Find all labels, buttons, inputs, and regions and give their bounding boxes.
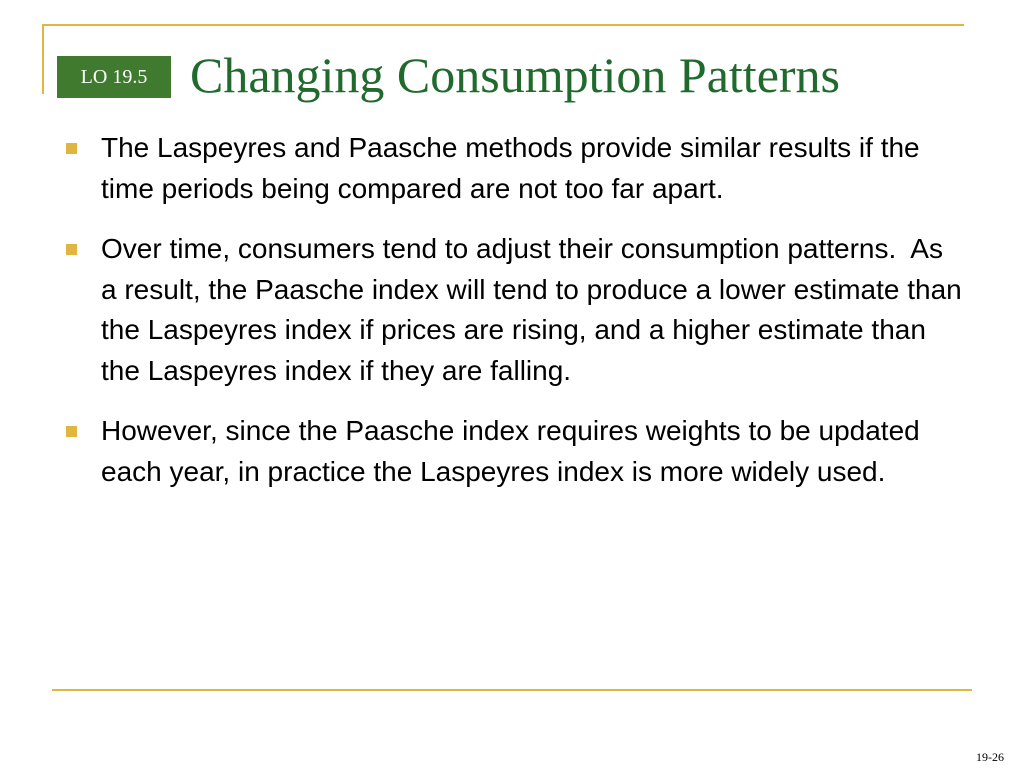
- bullet-text: Over time, consumers tend to adjust their consumption patterns. As a result, the Paasche index will tend to produce a lower estimate than the Laspeyres index if prices are rising, and a higher estimate than the Laspeyres index if they are falling.: [101, 233, 970, 386]
- top-rule: [42, 24, 964, 26]
- slide-title: Changing Consumption Patterns: [190, 47, 840, 103]
- bullet-item: [56, 411, 966, 492]
- bottom-rule: [52, 689, 972, 691]
- bullet-list: [56, 128, 970, 512]
- bullet-text: The Laspeyres and Paasche methods provide similar results if the time periods being compared are not too far apart.: [101, 132, 920, 204]
- square-bullet-icon: [66, 244, 77, 255]
- bullet-item: [56, 128, 966, 209]
- square-bullet-icon: [66, 426, 77, 437]
- page-number: 19-26: [976, 750, 1004, 764]
- learning-objective-badge: LO 19.5: [57, 56, 171, 98]
- bullet-text: However, since the Paasche index requires weights to be updated each year, in practice the Laspeyres index is more widely used.: [101, 415, 920, 487]
- bullet-item: [56, 229, 970, 391]
- square-bullet-icon: [66, 143, 77, 154]
- left-rule: [42, 24, 44, 94]
